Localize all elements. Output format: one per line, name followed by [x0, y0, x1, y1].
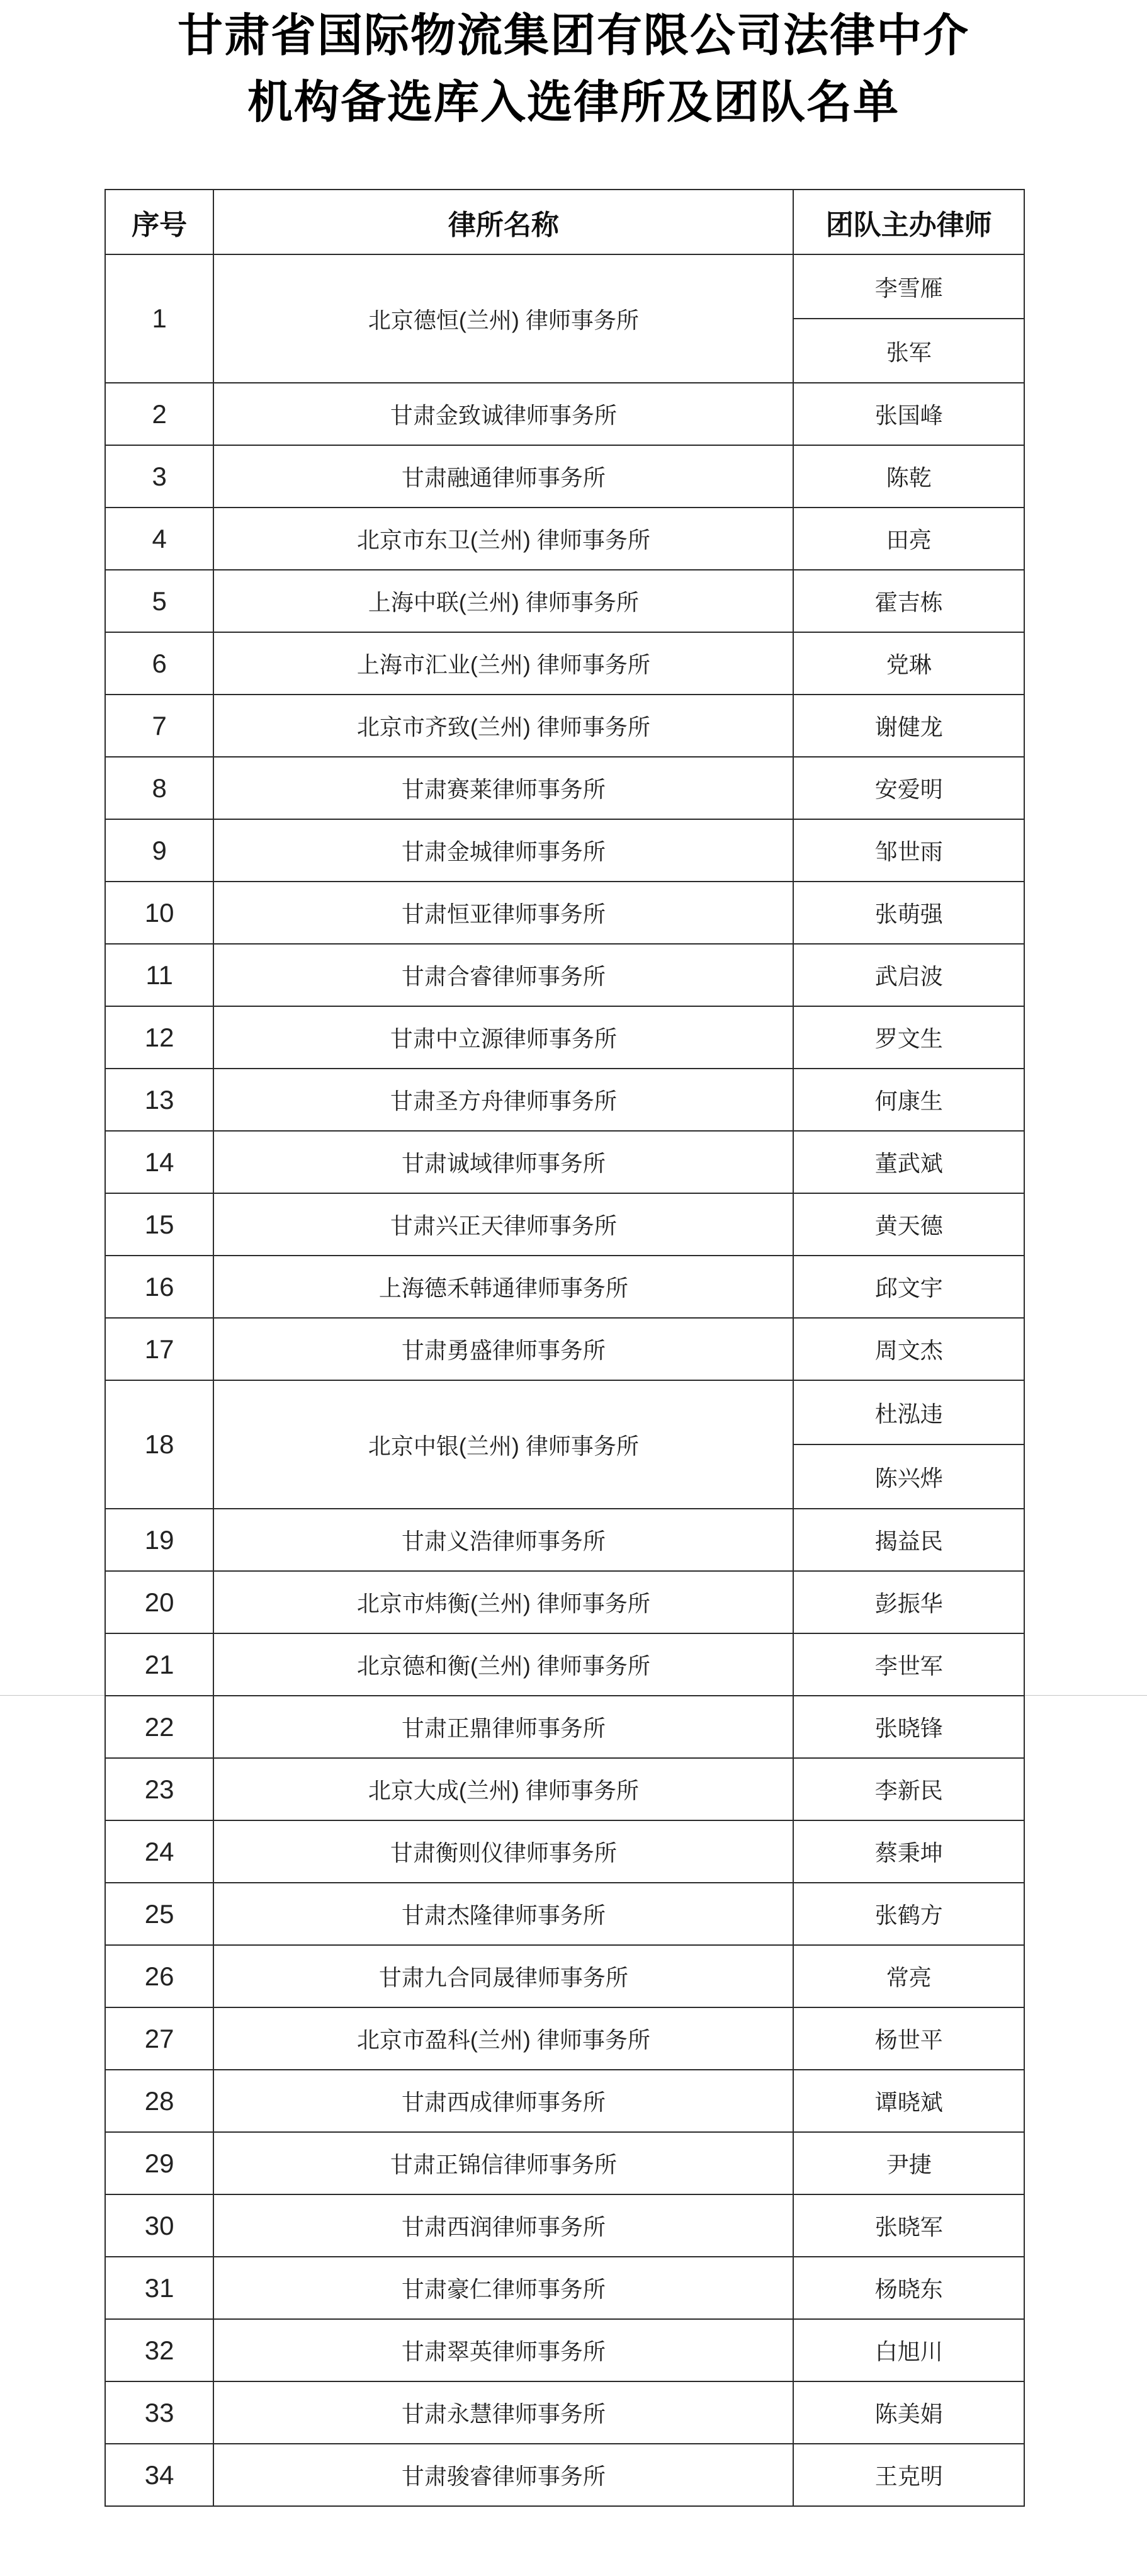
firm-name-cell: 北京市东卫(兰州) 律师事务所	[213, 508, 793, 570]
law-firms-table	[105, 189, 1025, 2507]
firm-name-cell: 甘肃赛莱律师事务所	[213, 757, 793, 819]
table-row	[105, 508, 1024, 570]
row-number-cell: 8	[105, 757, 213, 819]
row-number-cell: 3	[105, 445, 213, 508]
firm-name-cell: 甘肃杰隆律师事务所	[213, 1883, 793, 1945]
firm-name-cell: 上海市汇业(兰州) 律师事务所	[213, 632, 793, 695]
table-row	[105, 2194, 1024, 2257]
row-number-cell: 20	[105, 1571, 213, 1633]
firm-name-cell: 甘肃勇盛律师事务所	[213, 1318, 793, 1380]
firm-name-cell: 甘肃九合同晟律师事务所	[213, 1945, 793, 2007]
row-number-cell: 2	[105, 383, 213, 445]
table-row	[105, 445, 1024, 508]
lawyer-name-cell: 常亮	[793, 1945, 1024, 2007]
lawyer-name-cell: 张军	[793, 319, 1024, 383]
table-row	[105, 2319, 1024, 2381]
row-number-cell: 21	[105, 1633, 213, 1696]
firm-name-cell: 甘肃中立源律师事务所	[213, 1006, 793, 1069]
lawyer-name-cell: 陈乾	[793, 445, 1024, 508]
lawyer-name-cell: 张鹤方	[793, 1883, 1024, 1945]
table-row	[105, 1509, 1024, 1571]
lawyer-name-cell: 武启波	[793, 944, 1024, 1006]
table-row	[105, 2381, 1024, 2444]
column-header-firm: 律所名称	[213, 190, 793, 254]
table-row	[105, 632, 1024, 695]
row-number-cell: 26	[105, 1945, 213, 2007]
lawyer-name-cell: 揭益民	[793, 1509, 1024, 1571]
table-row	[105, 2070, 1024, 2132]
row-number-cell: 13	[105, 1069, 213, 1131]
firm-name-cell: 上海中联(兰州) 律师事务所	[213, 570, 793, 632]
row-number-cell: 24	[105, 1820, 213, 1883]
firm-name-cell: 北京德和衡(兰州) 律师事务所	[213, 1633, 793, 1696]
page-title	[0, 0, 1147, 136]
lawyer-name-cell: 董武斌	[793, 1131, 1024, 1193]
lawyer-name-cell: 杨世平	[793, 2007, 1024, 2070]
lawyer-name-cell: 党琳	[793, 632, 1024, 695]
lawyer-name-cell: 陈兴烨	[793, 1444, 1024, 1509]
lawyer-name-cell: 霍吉栋	[793, 570, 1024, 632]
table-row	[105, 944, 1024, 1006]
firm-name-cell: 甘肃正鼎律师事务所	[213, 1696, 793, 1758]
lawyer-name-cell: 白旭川	[793, 2319, 1024, 2381]
firm-name-cell: 甘肃圣方舟律师事务所	[213, 1069, 793, 1131]
row-number-cell: 23	[105, 1758, 213, 1820]
lawyer-name-cell: 李新民	[793, 1758, 1024, 1820]
table-row	[105, 1380, 1024, 1444]
firm-name-cell: 甘肃合睿律师事务所	[213, 944, 793, 1006]
table-row	[105, 254, 1024, 319]
lawyer-name-cell: 李雪雁	[793, 254, 1024, 319]
lawyer-name-cell: 邹世雨	[793, 819, 1024, 882]
firm-name-cell: 甘肃衡则仪律师事务所	[213, 1820, 793, 1883]
table-row	[105, 570, 1024, 632]
row-number-cell: 22	[105, 1696, 213, 1758]
firm-name-cell: 北京大成(兰州) 律师事务所	[213, 1758, 793, 1820]
firm-name-cell: 甘肃金城律师事务所	[213, 819, 793, 882]
firm-name-cell: 甘肃恒亚律师事务所	[213, 882, 793, 944]
row-number-cell: 1	[105, 254, 213, 383]
row-number-cell: 7	[105, 695, 213, 757]
table-row	[105, 383, 1024, 445]
lawyer-name-cell: 谢健龙	[793, 695, 1024, 757]
table-row	[105, 695, 1024, 757]
table-row	[105, 1571, 1024, 1633]
row-number-cell: 28	[105, 2070, 213, 2132]
row-number-cell: 25	[105, 1883, 213, 1945]
row-number-cell: 17	[105, 1318, 213, 1380]
table-row	[105, 1318, 1024, 1380]
table-row	[105, 1945, 1024, 2007]
row-number-cell: 5	[105, 570, 213, 632]
lawyer-name-cell: 陈美娟	[793, 2381, 1024, 2444]
firm-name-cell: 北京市炜衡(兰州) 律师事务所	[213, 1571, 793, 1633]
lawyer-name-cell: 安爱明	[793, 757, 1024, 819]
lawyer-name-cell: 王克明	[793, 2444, 1024, 2506]
table-row	[105, 2444, 1024, 2506]
lawyer-name-cell: 邱文宇	[793, 1256, 1024, 1318]
table-row	[105, 882, 1024, 944]
row-number-cell: 14	[105, 1131, 213, 1193]
firm-name-cell: 上海德禾韩通律师事务所	[213, 1256, 793, 1318]
row-number-cell: 33	[105, 2381, 213, 2444]
row-number-cell: 6	[105, 632, 213, 695]
row-number-cell: 27	[105, 2007, 213, 2070]
lawyer-name-cell: 彭振华	[793, 1571, 1024, 1633]
firm-name-cell: 北京德恒(兰州) 律师事务所	[213, 254, 793, 383]
row-number-cell: 16	[105, 1256, 213, 1318]
row-number-cell: 11	[105, 944, 213, 1006]
lawyer-name-cell: 杜泓违	[793, 1380, 1024, 1444]
lawyer-name-cell: 罗文生	[793, 1006, 1024, 1069]
lawyer-name-cell: 蔡秉坤	[793, 1820, 1024, 1883]
table-row	[105, 1758, 1024, 1820]
table-row	[105, 1131, 1024, 1193]
row-number-cell: 10	[105, 882, 213, 944]
page-title-line-1: 甘肃省国际物流集团有限公司法律中介	[177, 11, 969, 61]
table-row	[105, 1193, 1024, 1256]
lawyer-name-cell: 杨晓东	[793, 2257, 1024, 2319]
lawyer-name-cell: 张国峰	[793, 383, 1024, 445]
lawyer-name-cell: 张晓军	[793, 2194, 1024, 2257]
firm-name-cell: 北京市盈科(兰州) 律师事务所	[213, 2007, 793, 2070]
firm-name-cell: 甘肃正锦信律师事务所	[213, 2132, 793, 2194]
column-header-lawyer: 团队主办律师	[793, 190, 1024, 254]
lawyer-name-cell: 谭晓斌	[793, 2070, 1024, 2132]
page-title-line-2: 机构备选库入选律所及团队名单	[247, 77, 900, 128]
table-row	[105, 2257, 1024, 2319]
firm-name-cell: 北京中银(兰州) 律师事务所	[213, 1380, 793, 1509]
firm-name-cell: 北京市齐致(兰州) 律师事务所	[213, 695, 793, 757]
firm-name-cell: 甘肃西成律师事务所	[213, 2070, 793, 2132]
table-row	[105, 1633, 1024, 1696]
row-number-cell: 4	[105, 508, 213, 570]
row-number-cell: 9	[105, 819, 213, 882]
row-number-cell: 15	[105, 1193, 213, 1256]
table-row	[105, 1883, 1024, 1945]
table-row	[105, 757, 1024, 819]
firm-name-cell: 甘肃兴正天律师事务所	[213, 1193, 793, 1256]
table-row	[105, 1256, 1024, 1318]
row-number-cell: 31	[105, 2257, 213, 2319]
row-number-cell: 30	[105, 2194, 213, 2257]
row-number-cell: 19	[105, 1509, 213, 1571]
firm-name-cell: 甘肃义浩律师事务所	[213, 1509, 793, 1571]
firm-name-cell: 甘肃金致诚律师事务所	[213, 383, 793, 445]
row-number-cell: 32	[105, 2319, 213, 2381]
table-row	[105, 2007, 1024, 2070]
firm-name-cell: 甘肃豪仁律师事务所	[213, 2257, 793, 2319]
lawyer-name-cell: 张晓锋	[793, 1696, 1024, 1758]
lawyer-name-cell: 田亮	[793, 508, 1024, 570]
firm-name-cell: 甘肃诚域律师事务所	[213, 1131, 793, 1193]
firm-name-cell: 甘肃骏睿律师事务所	[213, 2444, 793, 2506]
firm-name-cell: 甘肃永慧律师事务所	[213, 2381, 793, 2444]
table-row	[105, 1696, 1024, 1758]
row-number-cell: 12	[105, 1006, 213, 1069]
row-number-cell: 34	[105, 2444, 213, 2506]
lawyer-name-cell: 李世军	[793, 1633, 1024, 1696]
row-number-cell: 18	[105, 1380, 213, 1509]
lawyer-name-cell: 周文杰	[793, 1318, 1024, 1380]
table-row	[105, 2132, 1024, 2194]
table-row	[105, 819, 1024, 882]
lawyer-name-cell: 尹捷	[793, 2132, 1024, 2194]
lawyer-name-cell: 何康生	[793, 1069, 1024, 1131]
column-header-no: 序号	[105, 190, 213, 254]
firm-name-cell: 甘肃西润律师事务所	[213, 2194, 793, 2257]
table-row	[105, 1820, 1024, 1883]
lawyer-name-cell: 张萌强	[793, 882, 1024, 944]
firm-name-cell: 甘肃翠英律师事务所	[213, 2319, 793, 2381]
firm-name-cell: 甘肃融通律师事务所	[213, 445, 793, 508]
table-header-row	[105, 190, 1024, 254]
row-number-cell: 29	[105, 2132, 213, 2194]
lawyer-name-cell: 黄天德	[793, 1193, 1024, 1256]
table-row	[105, 1069, 1024, 1131]
table-row	[105, 1006, 1024, 1069]
